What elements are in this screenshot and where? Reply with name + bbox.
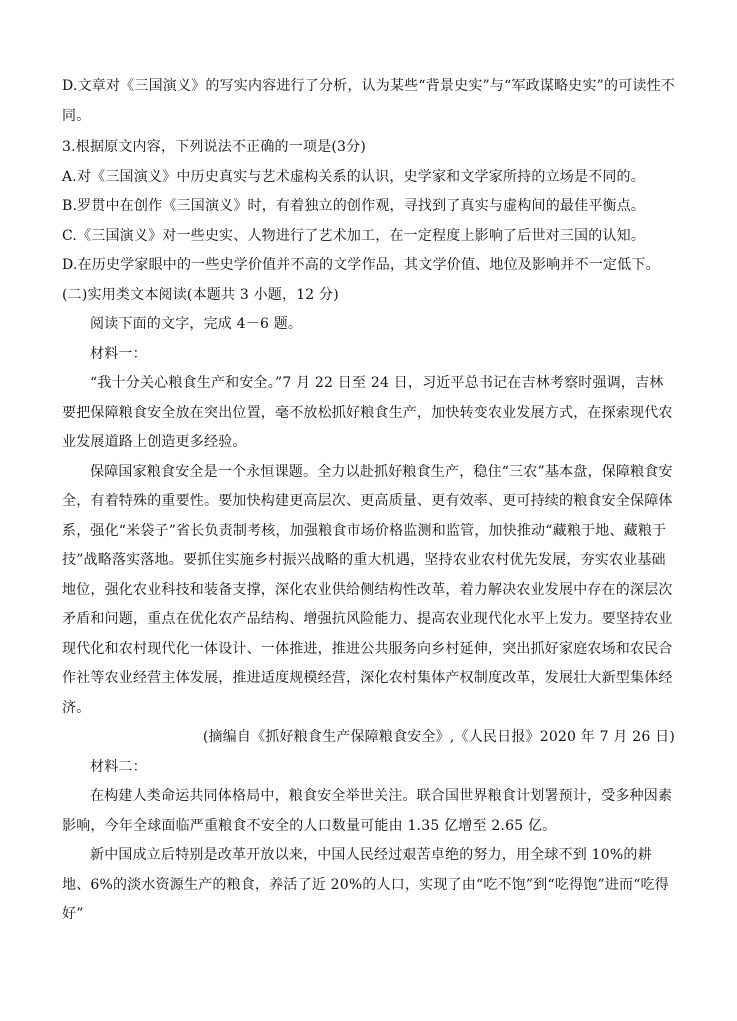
material2-paragraph-2: 新中国成立后特别是改革开放以来，中国人民经过艰苦卓绝的努力，用全球不到 10%的耕地、6%的淡水资源生产的粮食，养活了近 20%的人口，实现了由“吃不饱”到“吃得饱”进而“吃得好” (62, 847, 669, 922)
material2-label: 材料二： (90, 758, 147, 775)
q3-option-b: B.罗贯中在创作《三国演义》时，有着独立的创作观，寻找到了真实与虚构间的最佳平衡点。 (62, 198, 646, 214)
q3-stem: 3.根据原文内容，下列说法不正确的一项是(3分) (62, 139, 366, 155)
material1-source: (摘编自《抓好粮食生产保障粮食安全》,《人民日报》2020 年 7 月 26 日) (202, 729, 675, 745)
q3-option-d: D.在历史学家眼中的一些史学价值并不高的文学作品，其文学价值、地位及影响并不一定低下。 (62, 257, 660, 273)
q3-option-c: C.《三国演义》对一些史实、人物进行了艺术加工，在一定程度上影响了后世对三国的认知。 (62, 227, 646, 244)
material1-label: 材料一： (90, 345, 147, 362)
material2-paragraph-1: 在构建人类命运共同体格局中，粮食安全举世关注。联合国世界粮食计划署预计，受多种因素影响，今年全球面临严重粮食不安全的人口数量可能由 1.35 亿增至 2.65 亿。 (62, 788, 673, 834)
q3-option-a: A.对《三国演义》中历史真实与艺术虚构关系的认识，史学家和文学家所持的立场是不同的。 (62, 168, 645, 185)
section-instruction: 阅读下面的文字，完成 4－6 题。 (90, 316, 303, 332)
material1-paragraph-1: “我十分关心粮食生产和安全。”7 月 22 日至 24 日，习近平总书记在吉林考察时强调，吉林要把保障粮食安全放在突出位置，毫不放松抓好粮食生产，加快转变农业发展方式，在探索现代农业发展道路上创造更多经验。 (62, 375, 673, 450)
section-heading: (二)实用类文本阅读(本题共 3 小题，12 分) (62, 286, 339, 303)
material1-paragraph-2: 保障国家粮食安全是一个永恒课题。全力以赴抓好粮食生产，稳住“三农”基本盘，保障粮食安全，有着特殊的重要性。要加快构建更高层次、更高质量、更有效率、更可持续的粮食安全保障体系，强化“米袋子”省长负责制考核，加强粮食市场价格监测和监管，加快推动“藏粮于地、藏粮于技”战略落实落地。要抓住实施乡村振兴战略的重大机遇，坚持农业农村优先发展，夯实农业基础地位，强化农业科技和装备支撑，深化农业供给侧结构性改革，着力解决农业发展中存在的深层次矛盾和问题，重点在优化农产品结构、增强抗风险能力、提高农业现代化水平上发力。要坚持农业现代化和农村现代化一体设计、一体推进，推进公共服务向乡村延伸，突出抓好家庭农场和农民合作社等农业经营主体发展，推进适度规模经营，深化农村集体产权制度改革，发展壮大新型集体经济。 (62, 463, 673, 716)
q2-option-d: D.文章对《三国演义》的写实内容进行了分析，认为某些“背景史实”与“军政谋略史实”的可读性不同。 (62, 78, 676, 124)
